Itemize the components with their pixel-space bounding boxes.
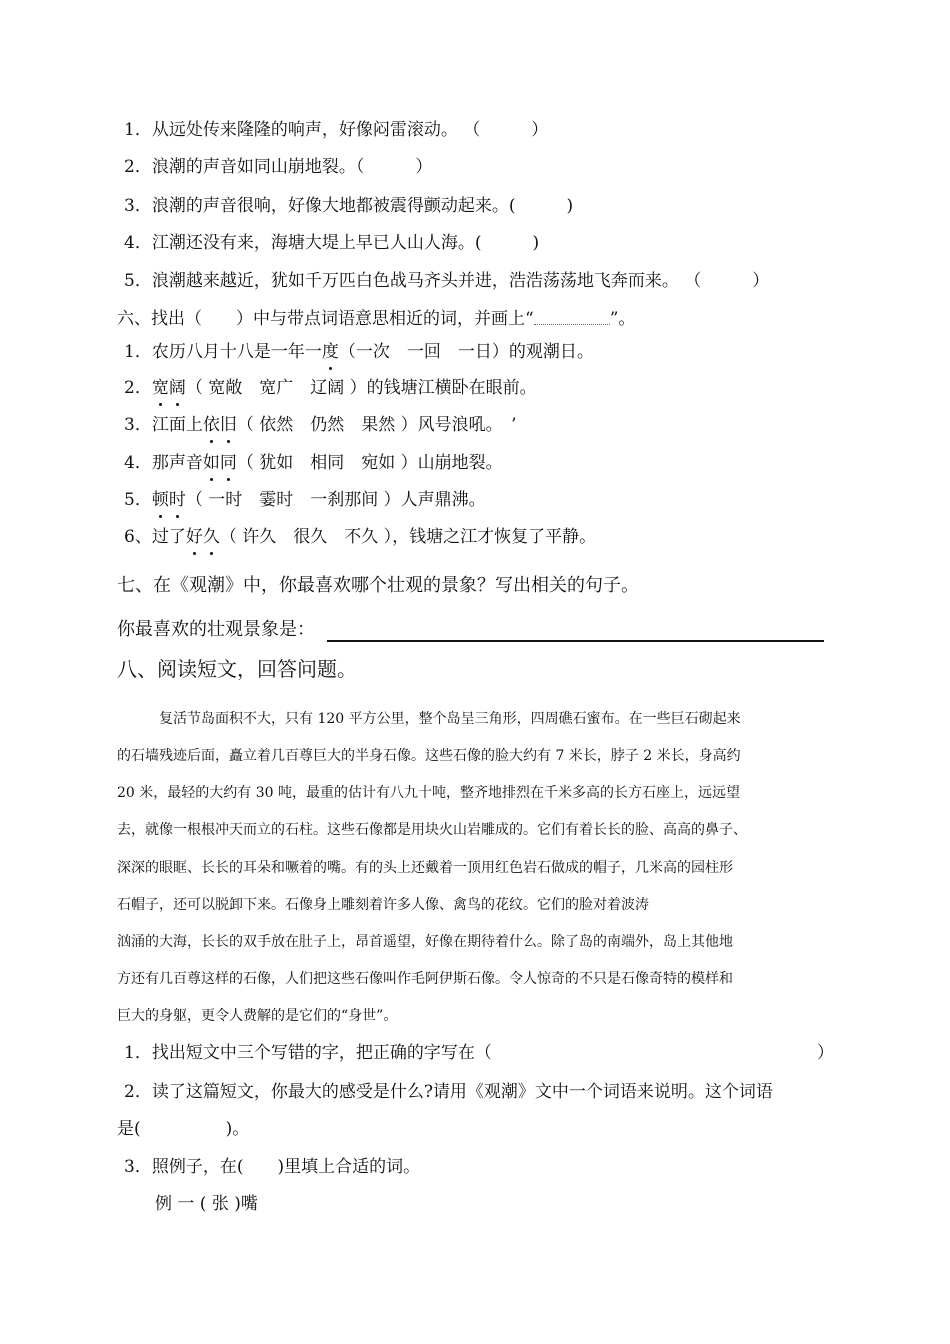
s6-q5-post: （ 一时 霎时 一刹那间 ）人声鼎沸。 <box>185 490 486 510</box>
passage-line-8: 方还有几百尊这样的石像，人们把这些石像叫作毛阿伊斯石像。令人惊奇的不只是石像奇特的模样和 <box>117 971 733 987</box>
s6-q4-pre: 4．那声音 <box>124 453 203 473</box>
s6-q3-pre: 3．江面上 <box>124 415 203 435</box>
s8-q1: 1．找出短文中三个写错的字，把正确的字写在（ <box>124 1043 492 1063</box>
s7-title: 七、在《观潮》中，你最喜欢哪个壮观的景象？写出相关的句子。 <box>117 575 639 596</box>
s5-item-2: 2．浪潮的声音如同山崩地裂。（ ） <box>124 157 433 177</box>
s6-q6 <box>124 525 596 549</box>
s8-q3: 3．照例子，在( )里填上合适的词。 <box>124 1157 421 1177</box>
s6-title <box>117 307 635 331</box>
s6-q2 <box>124 376 537 400</box>
dotted-char: 久 <box>202 527 220 547</box>
s6-q5 <box>124 488 486 512</box>
dotted-char: 旧 <box>219 415 237 435</box>
passage-line-2: 的石墙残迹后面，矗立着几百尊巨大的半身石像。这些石像的脸大约有 7 米长，脖子 2 米长，身高约 <box>117 748 741 764</box>
s7-answer-label: 你最喜欢的壮观景象是： <box>117 619 315 640</box>
s6-q4 <box>124 451 503 475</box>
dotted-char: 阔 <box>168 378 186 398</box>
s6-q6-post: （ 许久 很久 不久 ），钱塘之江才恢复了平静。 <box>219 527 597 547</box>
s6-q1-post: （一次 一回 一日）的观潮日。 <box>338 342 594 362</box>
dotted-char: 宽 <box>151 378 169 398</box>
s8-example: 例 一 ( 张 )嘴 <box>155 1194 258 1214</box>
s5-item-1: 1．从远处传来隆隆的响声，好像闷雷滚动。 （ ） <box>124 120 549 140</box>
passage-line-6: 石帽子，还可以脱卸下来。石像身上雕刻着许多人像、禽鸟的花纹。它们的脸对着波涛 <box>117 897 649 913</box>
answer-line[interactable] <box>327 640 824 642</box>
s6-q3-post: （ 依然 仍然 果然 ）风号浪吼。 ’ <box>236 415 517 435</box>
dotted-char: 时 <box>168 490 186 510</box>
dotted-char: 度 <box>321 342 339 362</box>
s5-item-4: 4．江潮还没有来，海塘大堤上早已人山人海。( ) <box>124 233 540 253</box>
s8-q1-close: ） <box>817 1043 834 1063</box>
s6-title-b: ”。 <box>609 309 636 329</box>
s8-q2: 2．读了这篇短文，你最大的感受是什么?请用《观潮》文中一个词语来说明。这个词语 <box>124 1082 773 1102</box>
s6-q6-pre: 6、过了 <box>124 527 186 547</box>
s6-q5-pre: 5． <box>124 490 152 510</box>
wavy-underline-sample <box>534 314 610 325</box>
dotted-char: 顿 <box>151 490 169 510</box>
s6-q4-post: （ 犹如 相同 宛如 ）山崩地裂。 <box>236 453 503 473</box>
passage-line-3: 20 米，最轻的大约有 30 吨，最重的估计有八九十吨，整齐地排烈在千米多高的长方石座上，远远望 <box>117 785 740 801</box>
passage-line-7: 汹涌的大海，长长的双手放在肚子上，昂首遥望，好像在期待着什么。除了岛的南端外，岛上其他地 <box>117 934 733 950</box>
dotted-char: 同 <box>219 453 237 473</box>
s6-title-a: 六、找出（ ）中与带点词语意思相近的词，并画上“ <box>117 309 534 329</box>
s5-item-5: 5．浪潮越来越近，犹如千万匹白色战马齐头并进，浩浩荡荡地飞奔而来。 （ ） <box>124 271 770 291</box>
s6-q2-post: （ 宽敞 宽广 辽阔 ）的钱塘江横卧在眼前。 <box>185 378 537 398</box>
s5-item-3: 3．浪潮的声音很响，好像大地都被震得颤动起来。( ) <box>124 196 574 216</box>
dotted-char: 如 <box>202 453 220 473</box>
dotted-char: 依 <box>202 415 220 435</box>
passage-line-1: 复活节岛面积不大，只有 120 平方公里，整个岛呈三角形，四周礁石蜜布。在一些巨石砌起来 <box>159 711 741 727</box>
dotted-char: 好 <box>185 527 203 547</box>
passage-line-9: 巨大的身躯，更令人费解的是它们的“身世”。 <box>117 1008 398 1024</box>
passage-line-5: 深深的眼眶、长长的耳朵和噘着的嘴。有的头上还戴着一顶用红色岩石做成的帽子，几米高的园柱形 <box>117 860 733 876</box>
s8-q2-cont: 是( )。 <box>117 1119 250 1139</box>
s6-q1 <box>124 340 594 364</box>
passage-line-4: 去，就像一根根冲天而立的石柱。这些石像都是用块火山岩雕成的。它们有着长长的脸、高高的鼻子、 <box>117 822 747 838</box>
s6-q3 <box>124 413 517 437</box>
s6-q2-pre: 2． <box>124 378 152 398</box>
s8-title: 八、阅读短文，回答问题。 <box>117 657 357 681</box>
s6-q1-pre: 1．农历八月十八是一年一 <box>124 342 322 362</box>
